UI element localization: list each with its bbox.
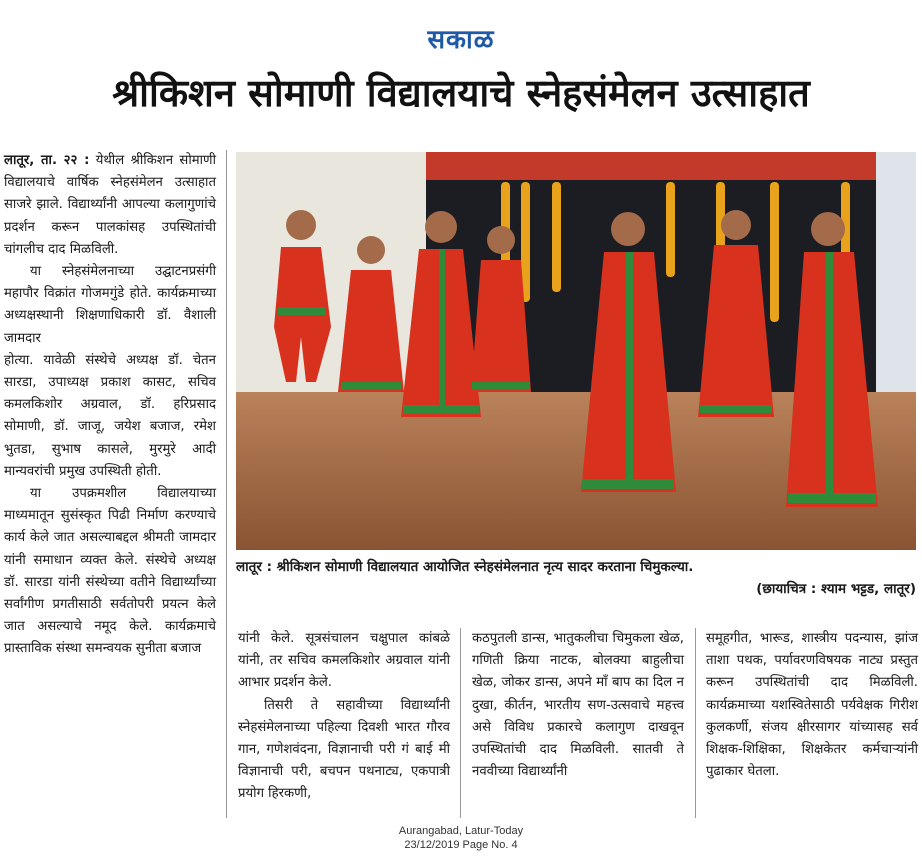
dancing-children-image (236, 152, 916, 550)
column-divider (460, 628, 461, 818)
article-column-2 (238, 628, 450, 806)
paragraph-8: समूहगीत, भारूड, शास्त्रीय पदन्यास, झांज ताशा पथक, पर्यावरणविषयक नाट्य प्रस्तुत करून उपस्थितांची दाद मिळविली. कार्यक्रमाच्या यशस्वितेसाठी पर्यवेक्षक गिरीश कुलकर्णी, संजय क्षीरसागर यांच्यासह सर्व शिक्षक-शिक्षिका, शिक्षकेतर कर्मचाऱ्यांनी पुढाकार घेतला. (706, 631, 918, 780)
article-column-4 (706, 628, 918, 783)
paragraph-6: तिसरी ते सहावीच्या विद्यार्थ्यांनी स्नेहसंमेलनाच्या पहिल्या दिवशी भारत गौरव गान, गणेशवंदना, विज्ञानाची परी गं बाई मी विज्ञानाची परी, बचपन पथनाट्य, एकपात्री प्रयोग हिरकणी, (238, 697, 450, 802)
dance-photo (236, 152, 916, 550)
paragraph-7: कठपुतली डान्स, भातुकलीचा चिमुकला खेळ, गणिती क्रिया नाटक, बोलक्या बाहुलीचा खेळ, जोकर डान्स, अपने माँ बाप का दिल न दुखा, कीर्तन, भारतीय सण-उत्सवाचे महत्त्व असे विविध प्रकारचे कलागुण दाखवून उपस्थितांची दाद मिळविली. सातवी ते नववीच्या विद्यार्थ्यांनी (472, 631, 684, 780)
footer-date-page: 23/12/2019 Page No. 4 (404, 839, 518, 851)
paragraph-2: या स्नेहसंमेलनाच्या उद्घाटनप्रसंगी महापौर विक्रांत गोजमगुंडे होते. कार्यक्रमाच्या अध्यक्षस्थानी शिक्षणाधिकारी डॉ. वैशाली जामदार (4, 264, 216, 346)
photo-credit: (छायाचित्र : श्याम भट्टड, लातूर) (756, 581, 916, 597)
paragraph-5: यांनी केले. सूत्रसंचालन चक्षुपाल कांबळे यांनी, तर सचिव कमलकिशोर अग्रवाल यांनी आभार प्रदर्शन केले. (238, 631, 450, 691)
page-footer (330, 824, 592, 852)
masthead-logo: सकाळ (427, 25, 495, 55)
column-divider (226, 150, 227, 818)
paragraph-1: लातूर, ता. २२ : येथील श्रीकिशन सोमाणी विद्यालयाचे वार्षिक स्नेहसंमेलन उत्साहात साजरे झाले. विद्यार्थ्यांनी आपल्या कलागुणांचे प्रदर्शन करून पालकांसह उपस्थितांची चांगलीच दाद मिळविली. (4, 153, 216, 257)
headline: श्रीकिशन सोमाणी विद्यालयाचे स्नेहसंमेलन उत्साहात (112, 71, 810, 115)
column-divider (695, 628, 696, 818)
paragraph-3: होत्या. यावेळी संस्थेचे अध्यक्ष डॉ. चेतन सारडा, उपाध्यक्ष प्रकाश कासट, सचिव कमलकिशोर अग्रवाल, डॉ. हरिप्रसाद सोमाणी, डॉ. जाजू, जयेश बजाज, रमेश भुतडा, सुभाष कासले, मुरमुरे आदी मान्यवरांची प्रमुख उपस्थिती होती. (4, 352, 216, 479)
photo-caption (236, 556, 916, 600)
article-column-1 (4, 150, 216, 661)
article-column-3 (472, 628, 684, 783)
dateline: लातूर, ता. २२ : (4, 153, 90, 168)
paragraph-4: या उपक्रमशील विद्यालयाच्या माध्यमातून सुसंस्कृत पिढी निर्माण करण्याचे कार्य केले जात असल्याबद्दल श्रीमती जामदार यांनी समाधान व्यक्त केले. संस्थेचे अध्यक्ष डॉ. सारडा यांनी संस्थेच्या वतीने विद्यार्थ्यांच्या सर्वांगीण प्रगतीसाठी सर्वतोपरी प्रयत्न केले जात असल्याचे नमूद केले. कार्यक्रमाचे प्रास्ताविक संस्था समन्वयक सुनीता बजाज (4, 486, 216, 657)
caption-text: लातूर : श्रीकिशन सोमाणी विद्यालयात आयोजित स्नेहसंमेलनात नृत्य सादर करताना चिमुकल्या. (236, 559, 694, 575)
footer-edition: Aurangabad, Latur-Today (398, 825, 524, 837)
